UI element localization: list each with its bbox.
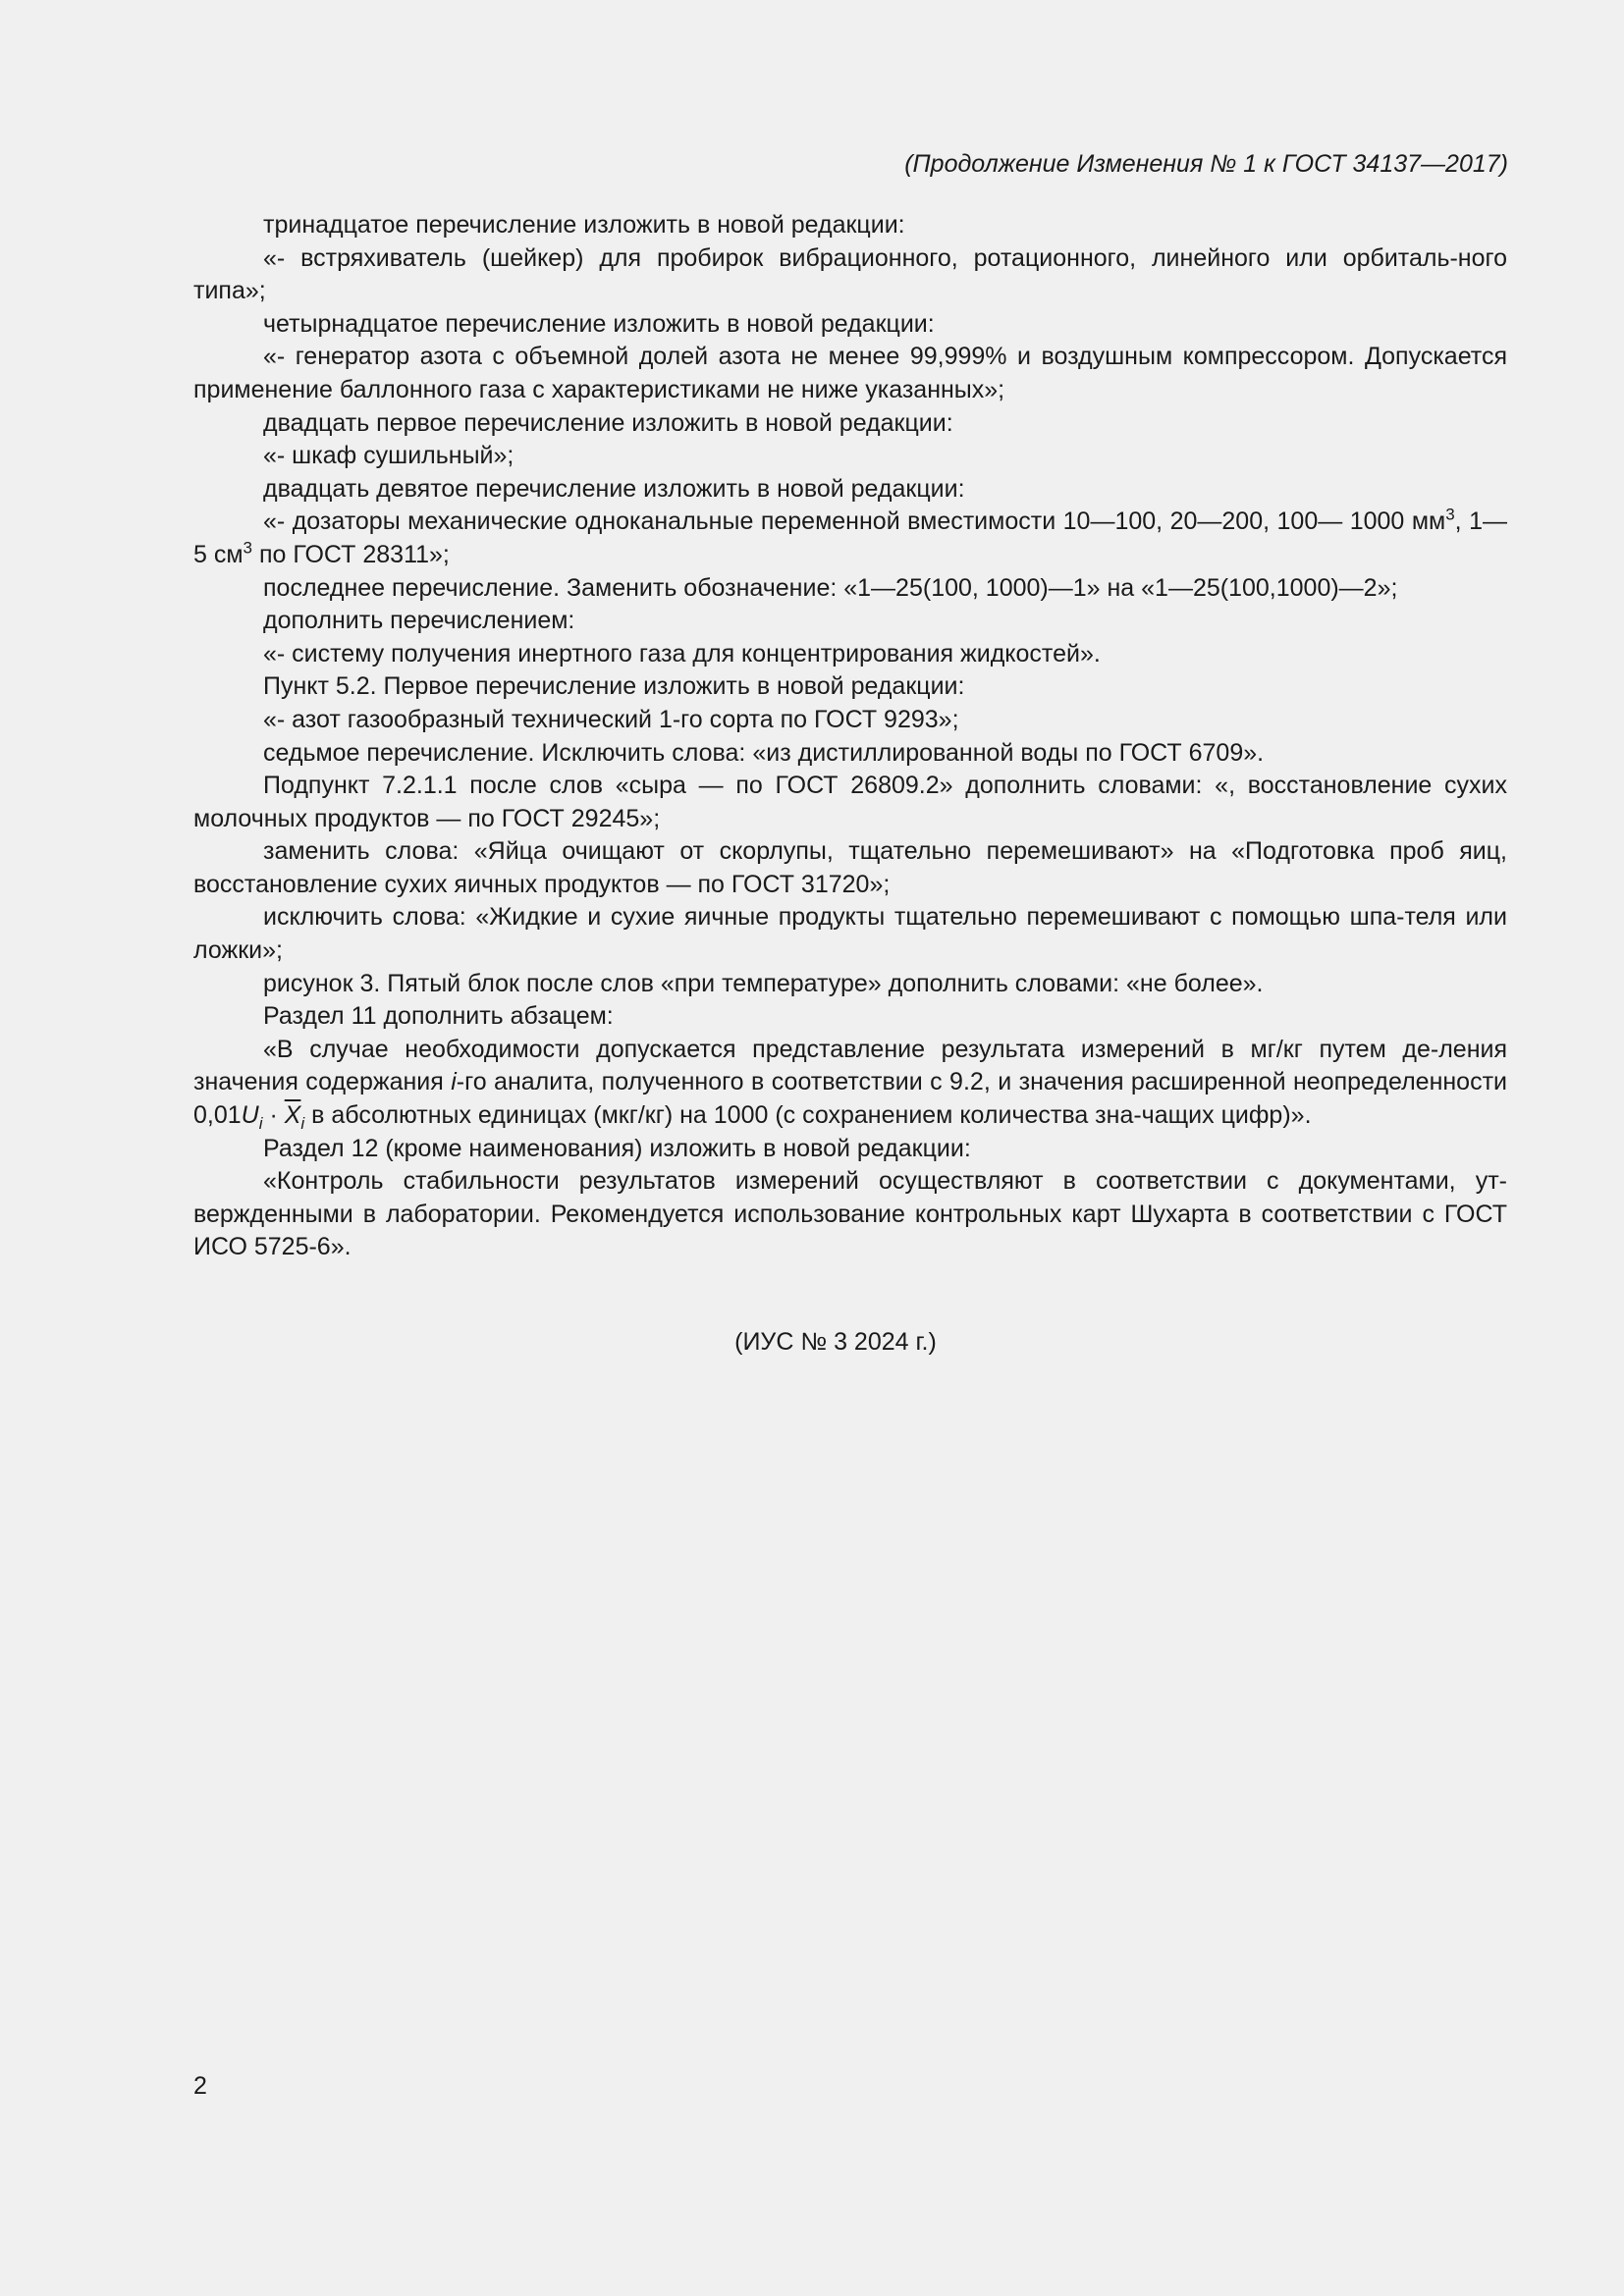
paragraph: Подпункт 7.2.1.1 после слов «сыра — по ГОСТ 26809.2» дополнить словами: «, восстановление сухих молочных продуктов — по ГОСТ 29245»; [193,772,1507,832]
paragraph: седьмое перечисление. Исключить слова: «из дистиллированной воды по ГОСТ 6709». [263,738,1265,767]
superscript: 3 [243,538,253,558]
formula-dot: · [262,1101,285,1130]
paragraph: Раздел 11 дополнить абзацем: [263,1002,614,1031]
paragraph: Пункт 5.2. Первое перечисление изложить в новой редакции: [263,672,965,701]
paragraph: «- шкаф сушильный»; [263,442,514,470]
superscript: 3 [1445,506,1455,525]
paragraph: двадцать девятое перечисление изложить в новой редакции: [263,474,965,503]
formula-x-bar: $\overline{X}$ [284,1101,301,1130]
paragraph-dispensers [193,506,1507,571]
paragraph-text: «- дозаторы механические одноканальные переменной вместимости 10—100, 20—200, 100— 1000 мм [263,507,1446,536]
continuation-header: (Продолжение Изменения № 1 к ГОСТ 34137—2017) [904,150,1508,178]
paragraph-section-11 [193,1034,1507,1133]
formula-subscript: i [258,1114,263,1134]
paragraph-text: , 1—5 см [193,507,1508,568]
paragraph: «- систему получения инертного газа для концентрирования жидкостей». [263,639,1101,667]
paragraph-text: -го аналита, полученного в соответствии с 9.2, и значения расширенной неопределенности 0,01 [193,1068,1507,1130]
paragraph: последнее перечисление. Заменить обозначение: «1—25(100, 1000)—1» на «1—25(100,1000)—2»; [263,573,1398,602]
page-number: 2 [193,2072,207,2100]
paragraph-text: по ГОСТ 28311»; [252,540,450,568]
paragraph: заменить слова: «Яйца очищают от скорлупы, тщательно перемешивают» на «Подготовка проб яиц, восстановление сухих яичных продуктов — по ГОСТ 31720»; [193,837,1507,898]
formula-i: i [451,1068,457,1096]
paragraph: дополнить перечислением: [263,607,575,635]
formula-subscript: i [300,1114,305,1134]
paragraph: «- генератор азота с объемной долей азота не менее 99,999% и воздушным компрессором. Допускается применение баллонного газа с характеристиками не ниже указанных»; [193,343,1507,403]
ius-reference: (ИУС № 3 2024 г.) [734,1328,937,1356]
paragraph: исключить слова: «Жидкие и сухие яичные продукты тщательно перемешивают с помощью шпа-теля или ложки»; [193,903,1507,965]
paragraph: тринадцатое перечисление изложить в новой редакции: [263,211,905,239]
paragraph: двадцать первое перечисление изложить в новой редакции: [263,408,953,437]
paragraph: четырнадцатое перечисление изложить в новой редакции: [263,309,935,338]
paragraph: Раздел 12 (кроме наименования) изложить в новой редакции: [263,1134,971,1162]
formula-u: U [241,1101,259,1130]
paragraph: рисунок 3. Пятый блок после слов «при температуре» дополнить словами: «не более». [263,969,1264,997]
paragraph-text: в абсолютных единицах (мкг/кг) на 1000 (с сохранением количества зна-чащих цифр)». [304,1101,1312,1130]
amendment-body [193,209,1507,1264]
paragraph: «Контроль стабильности результатов измерений осуществляют в соответствии с документами, ут-вержденными в лаборатории. Рекомендуется использование контрольных карт Шухарта в соответствии с ГОСТ ИСО 5725-6». [193,1167,1507,1261]
paragraph: «- азот газообразный технический 1-го сорта по ГОСТ 9293»; [263,705,959,733]
paragraph: «- встряхиватель (шейкер) для пробирок вибрационного, ротационного, линейного или орбиталь-ного типа»; [193,243,1507,305]
paragraph-text: «В случае необходимости допускается представление результата измерений в мг/кг путем де-ления значения содержания [193,1035,1507,1096]
